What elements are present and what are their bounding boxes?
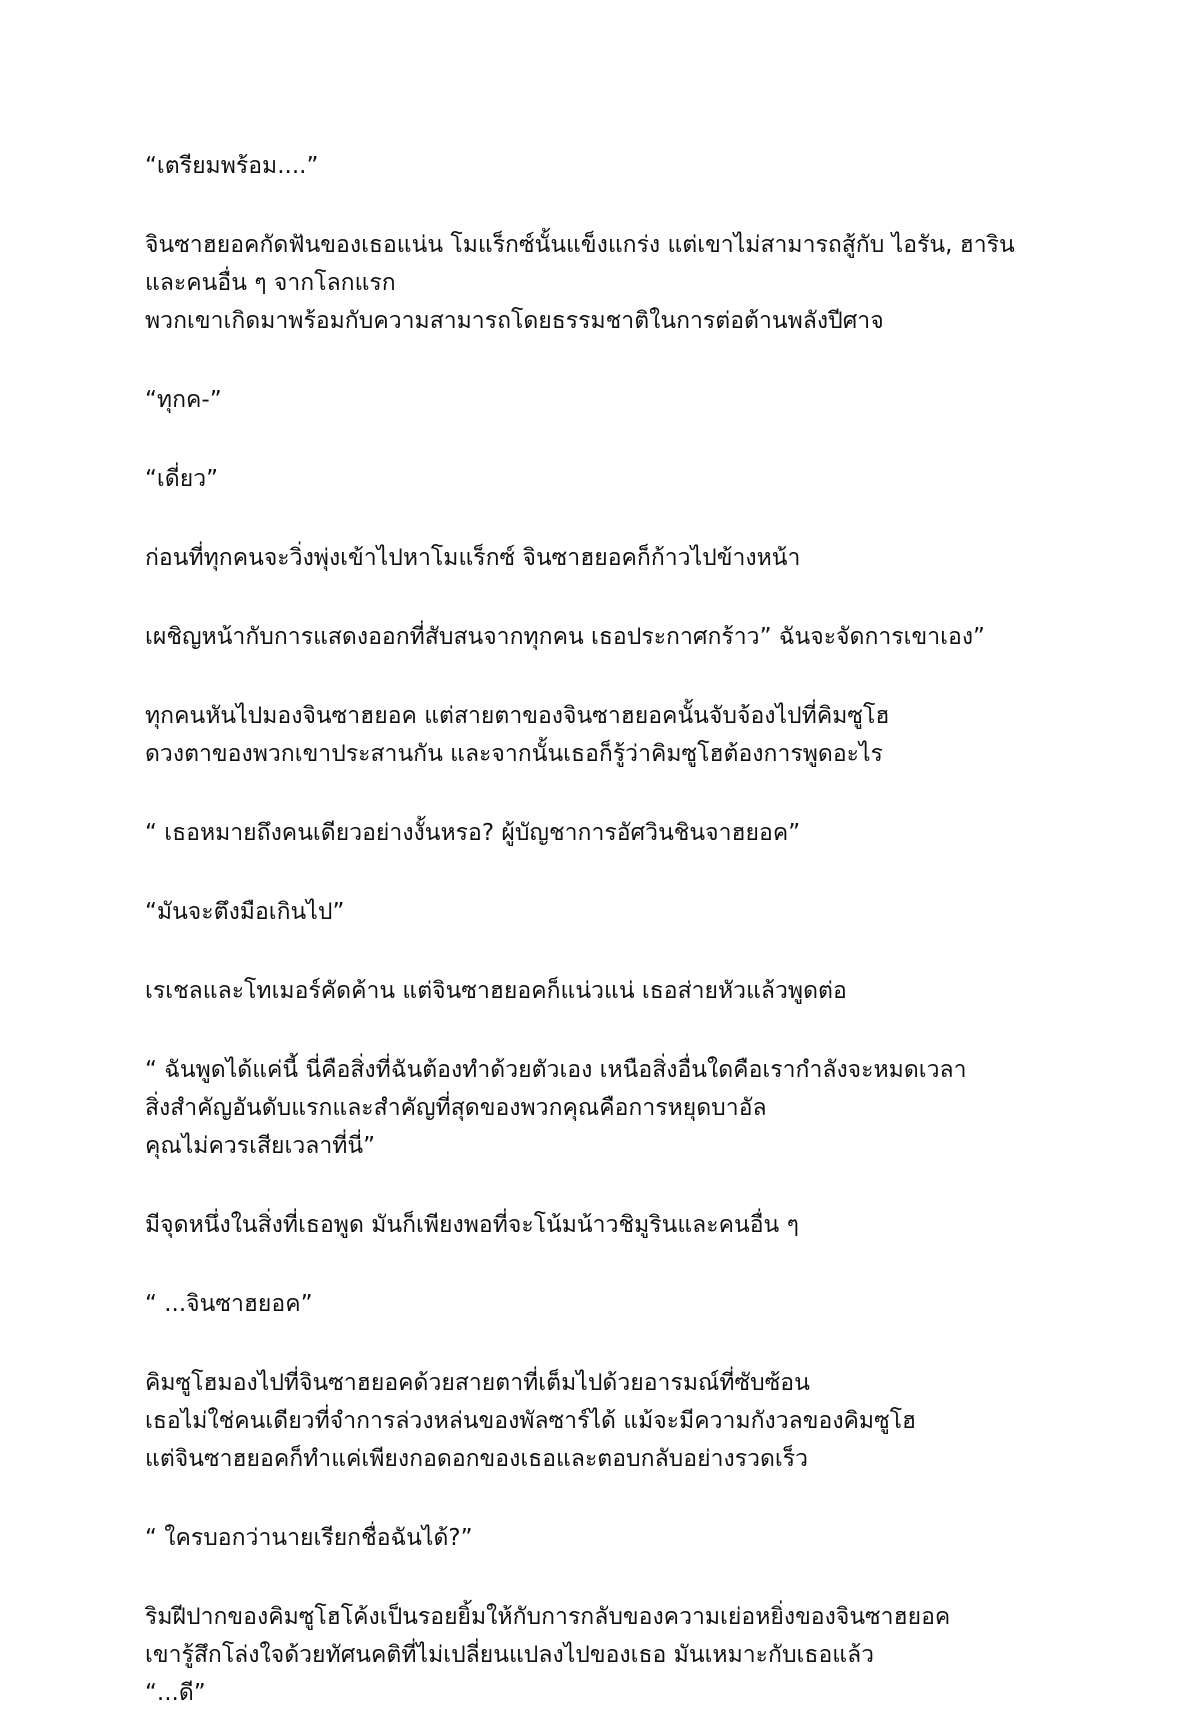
paragraph: คิมซูโฮมองไปที่จินซาฮยอคด้วยสายตาที่เต็มไปด้วยอารมณ์ที่ซับซ้อน เธอไม่ใช่คนเดียวที่จำการล่วงหล่นของพัลซาร์ได้ แม้จะมีความกังวลของคิมซูโฮ แต่จินซาฮยอคก็ทำแค่เพียงกอดอกของเธอและตอบกลับอย่างรวดเร็ว — [145, 1370, 917, 1472]
paragraph: ก่อนที่ทุกคนจะวิ่งพุ่งเข้าไปหาโมแร็กซ์ จินซาฮยอคก็ก้าวไปข้างหน้า — [145, 545, 801, 571]
paragraph: เผชิญหน้ากับการแสดงออกที่สับสนจากทุกคน เธอประกาศกร้าว” ฉันจะจัดการเขาเอง” — [145, 624, 985, 650]
paragraph: “ ...จินซาฮยอค” — [145, 1291, 313, 1317]
paragraph: “เตรียมพร้อม....” — [145, 153, 319, 179]
paragraph: “ ใครบอกว่านายเรียกชื่อฉันได้?” — [145, 1525, 473, 1551]
paragraph: จินซาฮยอคกัดฟันของเธอแน่น โมแร็กซ์นั้นแข็งแกร่ง แต่เขาไม่สามารถสู้กับ ไอรัน, ฮาริน และคนอื่น ๆ จากโลกแรก พวกเขาเกิดมาพร้อมกับความสามารถโดยธรรมชาติในการต่อต้านพลังปีศาจ — [145, 232, 1015, 334]
document-body — [145, 147, 1075, 1712]
paragraph: “ ฉันพูดได้แค่นี้ นี่คือสิ่งที่ฉันต้องทำด้วยตัวเอง เหนือสิ่งอื่นใดคือเรากำลังจะหมดเวลา สิ่งสำคัญอันดับแรกและสำคัญที่สุดของพวกคุณคือการหยุดบาอัล คุณไม่ควรเสียเวลาที่นี่” — [145, 1057, 967, 1159]
paragraph: “เดี่ยว” — [145, 466, 219, 492]
paragraph: มีจุดหนึ่งในสิ่งที่เธอพูด มันก็เพียงพอที่จะโน้มน้าวชิมูรินและคนอื่น ๆ — [145, 1212, 799, 1238]
paragraph: “ เธอหมายถึงคนเดียวอย่างงั้นหรอ? ผู้บัญชาการอัศวินชินจาฮยอค” — [145, 820, 801, 846]
paragraph: “ทุกค-” — [145, 387, 222, 413]
paragraph: ริมฝีปากของคิมซูโฮโค้งเป็นรอยยิ้มให้กับการกลับของความเย่อหยิ่งของจินซาฮยอค เขารู้สึกโล่งใจด้วยทัศนคติที่ไม่เปลี่ยนแปลงไปของเธอ มันเหมาะกับเธอแล้ว “...ดี” — [145, 1604, 951, 1706]
paragraph: ทุกคนหันไปมองจินซาฮยอค แต่สายตาของจินซาฮยอคนั้นจับจ้องไปที่คิมซูโฮ ดวงตาของพวกเขาประสานกัน และจากนั้นเธอก็รู้ว่าคิมซูโฮต้องการพูดอะไร — [145, 703, 890, 767]
paragraph: เรเชลและโทเมอร์คัดค้าน แต่จินซาฮยอคก็แน่วแน่ เธอส่ายหัวแล้วพูดต่อ — [145, 978, 847, 1004]
paragraph: “มันจะตึงมือเกินไป” — [145, 899, 345, 925]
